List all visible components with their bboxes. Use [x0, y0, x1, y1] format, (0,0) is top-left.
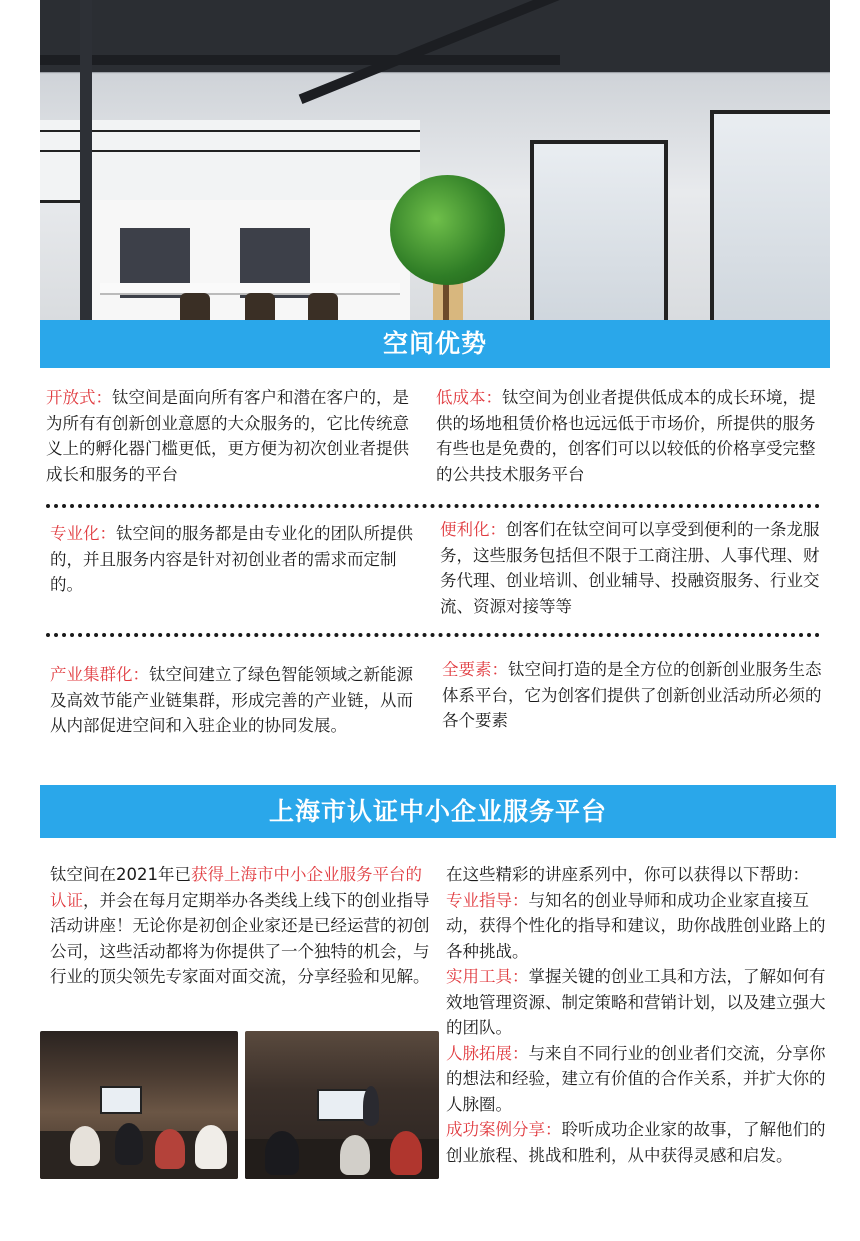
intro-highlight: 获得上海市中小企业服务平台的认证 [50, 865, 422, 910]
dotted-divider [46, 633, 820, 637]
attendee [390, 1131, 422, 1175]
benefit-item [446, 1117, 826, 1168]
pillar [80, 0, 92, 320]
ceiling-beam [40, 55, 560, 65]
projector-screen [317, 1089, 369, 1121]
benefit-text: 与来自不同行业的创业者们交流，分享你的想法和经验，建立有价值的合作关系，并扩大你的人脉圈。 [446, 1043, 826, 1114]
advantage-text: 钛空间是面向所有客户和潜在客户的，是为所有有创新创业意愿的大众服务的，它比传统意义上的孵化器门槛更低，更方便为初次创业者提供成长和服务的平台 [46, 388, 409, 484]
benefit-item [446, 964, 826, 1041]
benefit-item [446, 1041, 826, 1118]
advantage-all-elements [442, 657, 822, 734]
loft-railing [40, 150, 420, 152]
projector-screen [100, 1086, 142, 1114]
advantage-low-cost [436, 385, 820, 487]
potted-plant [390, 175, 505, 285]
glass-office-door [530, 140, 668, 320]
attendee [195, 1125, 227, 1169]
benefit-label: 专业指导： [446, 890, 529, 910]
loft-railing [40, 130, 420, 132]
benefit-label: 人脉拓展： [446, 1043, 529, 1063]
benefit-text: 聆听成功企业家的故事，了解他们的创业旅程、挑战和胜利，从中获得灵感和启发。 [446, 1120, 826, 1165]
advantage-text: 钛空间的服务都是由专业化的团队所提供的，并且服务内容是针对初创业者的需求而定制的。 [50, 524, 413, 594]
section-title-sme-platform: 上海市认证中小企业服务平台 [40, 785, 836, 838]
advantage-label: 便利化： [440, 520, 506, 539]
advantage-professional [50, 521, 416, 598]
attendee [340, 1135, 370, 1175]
seminar-photo-2 [245, 1031, 439, 1179]
advantage-label: 专业化： [50, 524, 116, 543]
intro-prefix: 钛空间在2021年已 [50, 865, 191, 884]
advantage-text: 钛空间为创业者提供低成本的成长环境，提供的场地租赁价格也远远低于市场价，所提供的服务有些也是免费的，创客们可以以较低的价格享受完整的公共技术服务平台 [436, 388, 816, 484]
benefit-label: 实用工具： [446, 967, 529, 986]
hero-office-photo [40, 0, 830, 320]
benefit-label: 成功案例分享： [446, 1120, 562, 1139]
benefit-text: 与知名的创业导师和成功企业家直接互动，获得个性化的指导和建议，助你战胜创业路上的各种挑战。 [446, 890, 826, 961]
glass-office-door [710, 110, 830, 320]
platform-intro [50, 862, 430, 990]
intro-suffix: ，并会在每月定期举办各类线上线下的创业指导活动讲座！无论你是初创企业家还是已经运营的初创公司，这些活动都将为你提供了一个独特的机会，与行业的顶尖领先专家面对面交流，分享经验和见解。 [50, 890, 430, 986]
advantage-open [46, 385, 414, 487]
advantage-convenience [440, 517, 822, 619]
bar-stool [245, 293, 275, 320]
advantage-industry-cluster [50, 662, 428, 739]
advantage-label: 低成本： [436, 388, 502, 407]
attendee [155, 1129, 185, 1169]
attendee [265, 1131, 299, 1175]
loft-floor [40, 120, 420, 203]
bar-stool [308, 293, 338, 320]
benefit-item [446, 888, 826, 965]
benefit-text: 掌握关键的创业工具和方法，了解如何有效地管理资源、制定策略和营销计划，以及建立强大的团队。 [446, 967, 826, 1037]
dotted-divider [46, 504, 820, 508]
advantage-label: 产业集群化： [50, 665, 149, 684]
benefits-list [446, 862, 826, 1168]
speaker [363, 1086, 379, 1126]
advantage-label: 全要素： [442, 660, 508, 679]
seminar-photo-1 [40, 1031, 238, 1179]
advantage-text: 钛空间建立了绿色智能领域之新能源及高效节能产业链集群，形成完善的产业链，从而从内部促进空间和入驻企业的协同发展。 [50, 665, 413, 735]
section-title-space-advantages: 空间优势 [40, 320, 830, 368]
attendee [70, 1126, 100, 1166]
benefits-intro: 在这些精彩的讲座系列中，你可以获得以下帮助： [446, 865, 809, 884]
bar-stool [180, 293, 210, 320]
advantage-text: 创客们在钛空间可以享受到便利的一条龙服务，这些服务包括但不限于工商注册、人事代理、财务代理、创业培训、创业辅导、投融资服务、行业交流、资源对接等等 [440, 520, 820, 616]
advantage-text: 钛空间打造的是全方位的创新创业服务生态体系平台，它为创客们提供了创新创业活动所必须的各个要素 [442, 660, 822, 730]
advantage-label: 开放式： [46, 388, 112, 407]
attendee [115, 1123, 143, 1165]
